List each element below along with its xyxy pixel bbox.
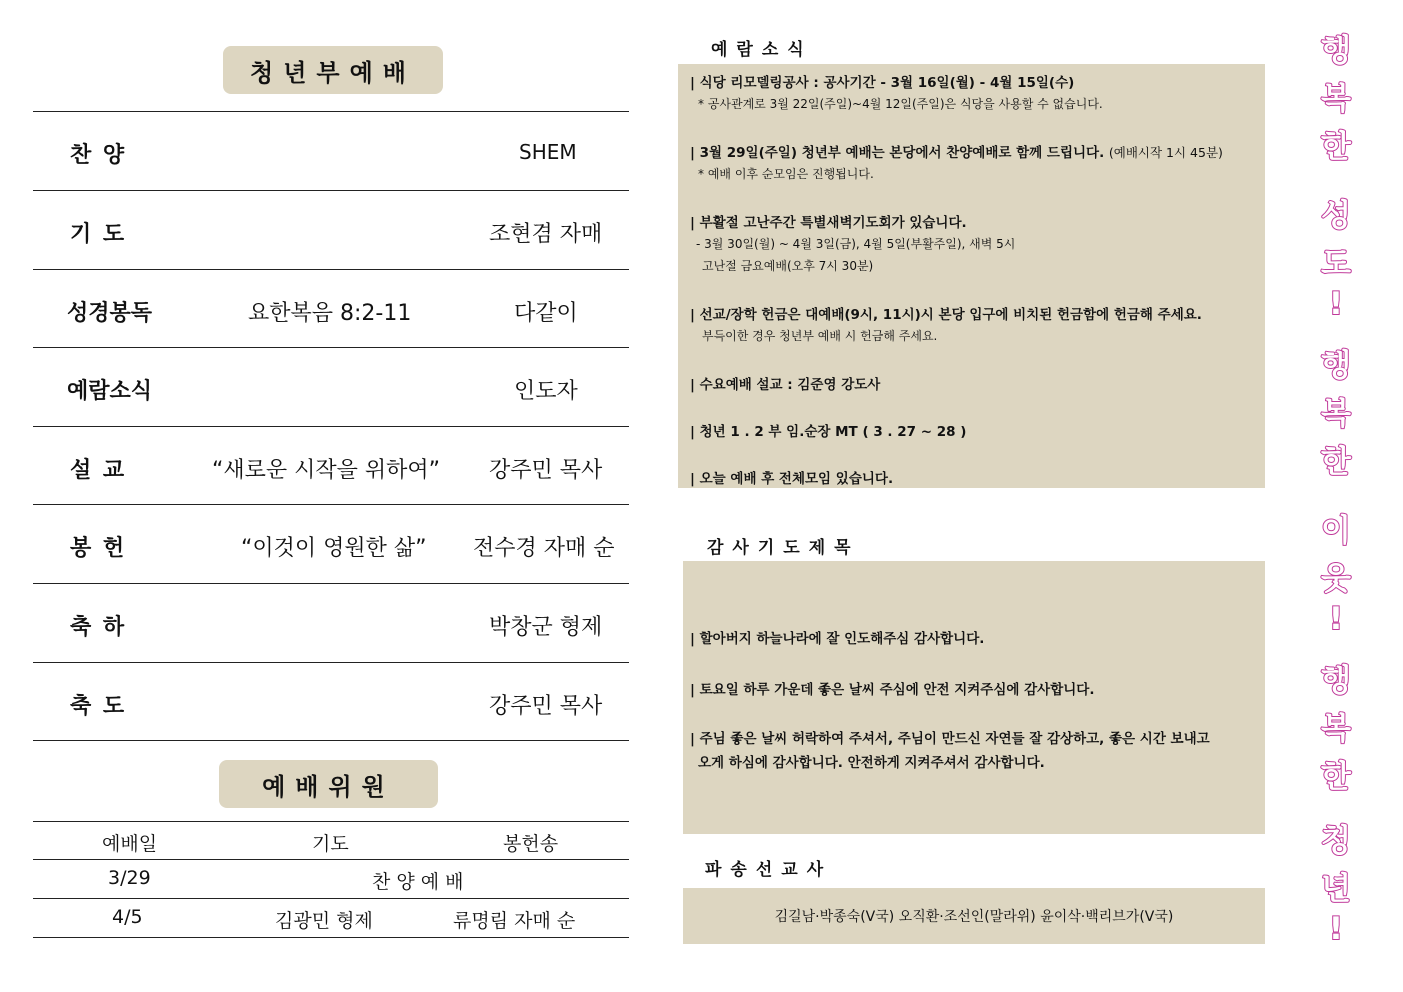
committee-header-offering: 봉헌송 bbox=[503, 833, 559, 855]
news-sub: 부득이한 경우 청년부 예배 시 헌금해 주세요. bbox=[702, 329, 938, 343]
committee-date: 4/5 bbox=[112, 906, 143, 928]
news-item: | 수요예배 설교 : 김준영 강도사 bbox=[690, 377, 881, 393]
missionary-panel bbox=[683, 888, 1265, 944]
order-label: 축 하 bbox=[70, 615, 127, 640]
slogan-char: 복 bbox=[1321, 396, 1351, 432]
worship-title: 청년부예배 bbox=[223, 46, 443, 94]
order-label: 성경봉독 bbox=[67, 301, 153, 326]
news-item-note: (예배시작 1시 45분) bbox=[1108, 145, 1223, 160]
slogan-char: 웃 bbox=[1321, 561, 1351, 597]
slogan-char: ! bbox=[1328, 286, 1344, 322]
order-leader: 강주민 목사 bbox=[489, 694, 603, 719]
news-sub: - 3월 30일(월) ~ 4월 3일(금), 4월 5일(부활주일), 새벽 5시 bbox=[696, 237, 1016, 251]
divider bbox=[33, 583, 629, 584]
news-item: | 오늘 예배 후 전체모임 있습니다. bbox=[690, 471, 894, 487]
thanks-item: 오게 하심에 감사합니다. 안전하게 지켜주셔서 감사합니다. bbox=[698, 755, 1045, 771]
order-label: 찬 양 bbox=[70, 143, 127, 168]
slogan-char: 복 bbox=[1321, 81, 1351, 117]
order-content: 요한복음 8:2-11 bbox=[248, 301, 412, 326]
slogan-char: 행 bbox=[1321, 663, 1351, 699]
order-leader: 강주민 목사 bbox=[489, 458, 603, 483]
order-label: 봉 헌 bbox=[70, 536, 127, 561]
missionary-text: 김길남·박종숙(V국) 오직환·조선인(말라위) 윤이삭·백리브가(V국) bbox=[774, 909, 1174, 925]
divider bbox=[33, 426, 629, 427]
order-label: 예람소식 bbox=[67, 379, 153, 404]
slogan-char: ! bbox=[1328, 911, 1344, 947]
news-item: | 선교/장학 헌금은 대예배(9시, 11시)시 본당 입구에 비치된 헌금함에 헌금해 주세요. bbox=[690, 307, 1202, 323]
order-leader: 인도자 bbox=[514, 379, 578, 404]
slogan-char: 성 bbox=[1321, 198, 1351, 234]
thanks-item: | 토요일 하루 가운데 좋은 날씨 주심에 안전 지켜주심에 감사합니다. bbox=[690, 682, 1095, 698]
thanks-item: | 주님 좋은 날씨 허락하여 주셔서, 주님이 만드신 자연들 잘 감상하고, 좋은 시간 보내고 bbox=[690, 731, 1210, 747]
news-item bbox=[690, 141, 1223, 161]
order-leader: 박창군 형제 bbox=[489, 615, 603, 640]
slogan-char: 년 bbox=[1321, 871, 1351, 907]
divider bbox=[33, 740, 629, 741]
committee-title: 예배위원 bbox=[219, 760, 438, 808]
divider bbox=[33, 859, 629, 860]
slogan-char: 이 bbox=[1321, 513, 1351, 549]
news-panel bbox=[678, 64, 1265, 488]
committee-header-date: 예배일 bbox=[102, 833, 158, 855]
slogan-char: 복 bbox=[1321, 711, 1351, 747]
order-content: “이것이 영원한 삶” bbox=[241, 536, 427, 561]
slogan-char: 행 bbox=[1321, 348, 1351, 384]
divider bbox=[33, 347, 629, 348]
order-label: 축 도 bbox=[70, 694, 127, 719]
committee-span: 찬 양 예 배 bbox=[372, 871, 464, 893]
order-label: 기 도 bbox=[70, 222, 127, 247]
slogan-char: 행 bbox=[1321, 33, 1351, 69]
committee-offering: 류명림 자매 순 bbox=[453, 910, 576, 932]
divider bbox=[33, 821, 629, 822]
divider bbox=[33, 937, 629, 938]
thanks-title: 감사기도제목 bbox=[707, 538, 860, 558]
slogan-char: 한 bbox=[1321, 759, 1351, 795]
order-leader: 전수경 자매 순 bbox=[473, 536, 615, 561]
divider bbox=[33, 662, 629, 663]
committee-date: 3/29 bbox=[108, 867, 151, 889]
news-sub: 고난절 금요예배(오후 7시 30분) bbox=[702, 259, 874, 273]
divider bbox=[33, 111, 629, 112]
divider bbox=[33, 504, 629, 505]
news-item: | 청년 1 . 2 부 임.순장 MT ( 3 . 27 ~ 28 ) bbox=[690, 424, 967, 440]
news-title: 예람소식 bbox=[711, 40, 813, 60]
slogan-char: 한 bbox=[1321, 444, 1351, 480]
missionary-title: 파송선교사 bbox=[705, 860, 833, 880]
order-leader: 조현겸 자매 bbox=[489, 222, 603, 247]
news-item: | 부활절 고난주간 특별새벽기도회가 있습니다. bbox=[690, 215, 967, 231]
slogan-char: 도 bbox=[1321, 246, 1351, 282]
slogan-char: 청 bbox=[1321, 823, 1351, 859]
news-sub: * 예배 이후 순모임은 진행됩니다. bbox=[698, 167, 874, 181]
order-leader: SHEM bbox=[519, 140, 577, 164]
news-item-text: | 3월 29일(주일) 청년부 예배는 본당에서 찬양예배로 함께 드립니다. bbox=[690, 145, 1105, 161]
committee-header-prayer: 기도 bbox=[312, 833, 349, 855]
order-content: “새로운 시작을 위하여” bbox=[212, 458, 441, 483]
committee-prayer: 김광민 형제 bbox=[275, 910, 373, 932]
thanks-item: | 할아버지 하늘나라에 잘 인도해주심 감사합니다. bbox=[690, 631, 985, 647]
divider bbox=[33, 190, 629, 191]
thanks-panel bbox=[683, 561, 1265, 834]
divider bbox=[33, 269, 629, 270]
slogan-char: ! bbox=[1328, 601, 1344, 637]
news-item: | 식당 리모델링공사 : 공사기간 - 3월 16일(월) - 4월 15일(수) bbox=[690, 75, 1075, 91]
order-leader: 다같이 bbox=[514, 301, 578, 326]
order-label: 설 교 bbox=[70, 458, 127, 483]
divider bbox=[33, 898, 629, 899]
slogan-char: 한 bbox=[1321, 129, 1351, 165]
news-sub: * 공사관계로 3월 22일(주일)~4월 12일(주일)은 식당을 사용할 수 없습니다. bbox=[698, 97, 1103, 111]
